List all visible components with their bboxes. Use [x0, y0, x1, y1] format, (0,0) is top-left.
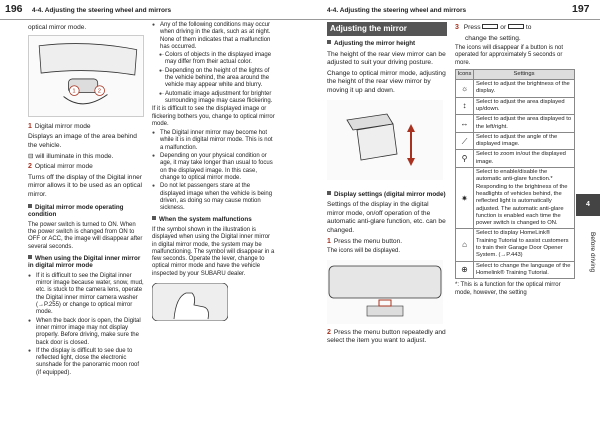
- adjust-height-title: Adjusting the mirror height: [334, 40, 416, 47]
- sub-list-item: ● · Depending on the height of the lights of the vehicle behind, the area around the vehicle may appear white and blurry.: [159, 68, 276, 90]
- homelink-icon: ⌂: [456, 229, 474, 261]
- anti-glare-icon: ✷: [456, 168, 474, 229]
- left-header-title: 4-4. Adjusting the steering wheel and mirrors: [32, 7, 172, 14]
- angle-icon: ⟋: [456, 132, 474, 150]
- icons-header: Icons: [456, 70, 474, 80]
- left-page-header: [0, 0, 300, 20]
- left-column-2: [152, 22, 276, 324]
- caption: optical mirror mode.: [28, 24, 87, 31]
- display-settings-title: Display settings (digital mirror mode): [334, 190, 446, 198]
- settings-table: [455, 69, 575, 279]
- step1-note: The icons will be displayed.: [327, 248, 401, 255]
- svg-text:1: 1: [72, 88, 76, 95]
- step2-number: 2: [327, 328, 331, 336]
- language-icon: ⊕: [456, 261, 474, 279]
- right-column-2: [455, 24, 575, 299]
- brightness-icon: ☼: [456, 80, 474, 98]
- after-text: If it is difficult to see the displayed image or flickering bothers you, change to optical mirror mode.: [152, 106, 275, 127]
- svg-text:2: 2: [97, 88, 101, 95]
- table-row: ✷ Select to enable/disable the automatic anti-glare function.* Responding to the brightness of the headlights of vehicles behind, the reflected light is automatically adjusted. The automatic anti-glare function is enabled each time the power switch is changed to ON.: [456, 168, 575, 229]
- left-page-number: 196: [5, 3, 23, 15]
- step2-text: Press the menu button repeatedly and select the item you want to adjust.: [327, 328, 446, 345]
- item2-text: Turns off the display of the Digital inner mirror allows it to be used as an optical mirror.: [28, 173, 142, 199]
- chapter-label: Before driving: [589, 232, 596, 273]
- mirror-indicator-icon: ⊟: [28, 152, 36, 160]
- display-settings-text: Settings of the display in the digital mirror mode, on/off operation of the automatic anti-glare function, etc. can be changed.: [327, 201, 446, 235]
- minus-button-icon: [482, 24, 498, 29]
- item1-number: 1: [28, 122, 32, 130]
- malfunction-title: When the system malfunctions: [159, 216, 252, 224]
- item1-text: Displays an image of the area behind the vehicle.: [28, 133, 137, 150]
- adjust-height-text-2: Change to optical mirror mode, adjusting the height of the rear view mirror by moving it up and down.: [327, 69, 446, 94]
- up-down-icon: ↕: [456, 97, 474, 115]
- section-title: Adjusting the mirror: [327, 22, 447, 36]
- step3-text: change the setting.: [465, 34, 521, 42]
- plus-button-icon: [508, 24, 524, 29]
- right-column-1: [327, 22, 447, 348]
- table-row: ☼ Select to adjust the brightness of the display.: [456, 80, 575, 98]
- right-page-number: 197: [572, 3, 590, 15]
- step3-note: The icons will disappear if a button is not operated for approximately 5 seconds or more.: [455, 45, 564, 66]
- mirror-lever-illustration: [28, 35, 144, 117]
- sub-list-item: ● · Colors of objects in the displayed image may differ from their actual color.: [159, 52, 276, 67]
- item1-note: will illuminate in this mode.: [35, 152, 114, 160]
- step1-number: 1: [327, 237, 331, 245]
- left-right-icon: ↔: [456, 115, 474, 133]
- step3-or: or: [500, 24, 507, 31]
- mirror-height-illustration: [327, 100, 443, 180]
- list-item: ● If the display is difficult to see due to reflected light, close the electronic sunshade for the panoramic moon roof (if equipped).: [28, 348, 144, 377]
- table-row: ⟋ Select to adjust the angle of the displayed image.: [456, 132, 575, 150]
- footnote: *: This is a function for the optical mirror mode, however, the setting: [455, 282, 561, 296]
- list-item: ● Depending on your physical condition or age, it may take longer than usual to focus on the displayed image. In this case, change to optical mirror mode.: [152, 153, 276, 182]
- table-row: ↔ Select to adjust the area displayed to the left/right.: [456, 115, 575, 133]
- sub1-title: Digital mirror mode operating condition: [28, 203, 124, 219]
- step3-number: 3: [455, 24, 459, 31]
- table-row: ⚲ Select to zoom in/out the displayed image.: [456, 150, 575, 168]
- item2-number: 2: [28, 163, 32, 171]
- zoom-icon: ⚲: [456, 150, 474, 168]
- mirror-menu-illustration: [327, 260, 443, 324]
- sub1-text: The power switch is turned to ON. When the power switch is changed from ON to OFF or ACC, the image will disappear after several seconds.: [28, 221, 143, 250]
- press-button-illustration: [152, 283, 228, 321]
- list-item: ● Any of the following conditions may occur when driving in the dark, such as at night. None of them indicates that a malfunction has occurred.: [152, 22, 276, 51]
- step1-text: Press the menu button.: [333, 237, 403, 245]
- list-item: ● The Digital inner mirror may become hot while it is in digital mirror mode. This is not a malfunction.: [152, 130, 276, 152]
- table-row: ⊕ Select to change the language of the Homelink® Training Tutorial.: [456, 261, 575, 279]
- table-row: ⌂ Select to display HomeLink® Training Tutorial to assist customers to train their Garage Door Opener System. (→P.443): [456, 229, 575, 261]
- list-item: ● When the back door is open, the Digital inner mirror image may not display properly. Before driving, make sure the back door is closed.: [28, 318, 144, 347]
- table-row: ↕ Select to adjust the area displayed up/down.: [456, 97, 575, 115]
- settings-header: Settings: [474, 70, 575, 80]
- list-item: ● Do not let passengers stare at the displayed image when the vehicle is being driven, as doing so may cause motion sickness.: [152, 183, 276, 212]
- item1-title: Digital mirror mode: [34, 122, 91, 130]
- right-header-title: 4-4. Adjusting the steering wheel and mirrors: [327, 7, 467, 14]
- chapter-tab: 4: [576, 194, 600, 216]
- item2-title: Optical mirror mode: [34, 163, 93, 171]
- step3-to: to: [525, 24, 532, 31]
- list-item: ● If it is difficult to see the Digital inner mirror image because water, snow, mud, etc. is stuck to the camera lens, operate the Digital inner mirror camera washer (→P.255) or change to optical mirror mode.: [28, 273, 144, 317]
- adjust-height-text: The height of the rear view mirror can be adjusted to suit your driving posture.: [327, 50, 446, 67]
- malfunction-text: If the symbol shown in the illustration is displayed when using the Digital inner mirror in digital mirror mode, the system may be malfunctioning. The symbol will disappear in a few seconds. Operate the lever, change to optical mirror mode and have the vehicle inspected by your SUBARU dealer.: [152, 226, 275, 277]
- sub2-title: When using the Digital inner mirror in digital mirror mode: [28, 254, 141, 270]
- sub-list-item: ● · Automatic image adjustment for brighter surrounding image may cause flickering.: [159, 91, 276, 106]
- left-column-1: [28, 24, 144, 378]
- step3-press: Press: [463, 24, 481, 31]
- right-page-header: [300, 0, 600, 20]
